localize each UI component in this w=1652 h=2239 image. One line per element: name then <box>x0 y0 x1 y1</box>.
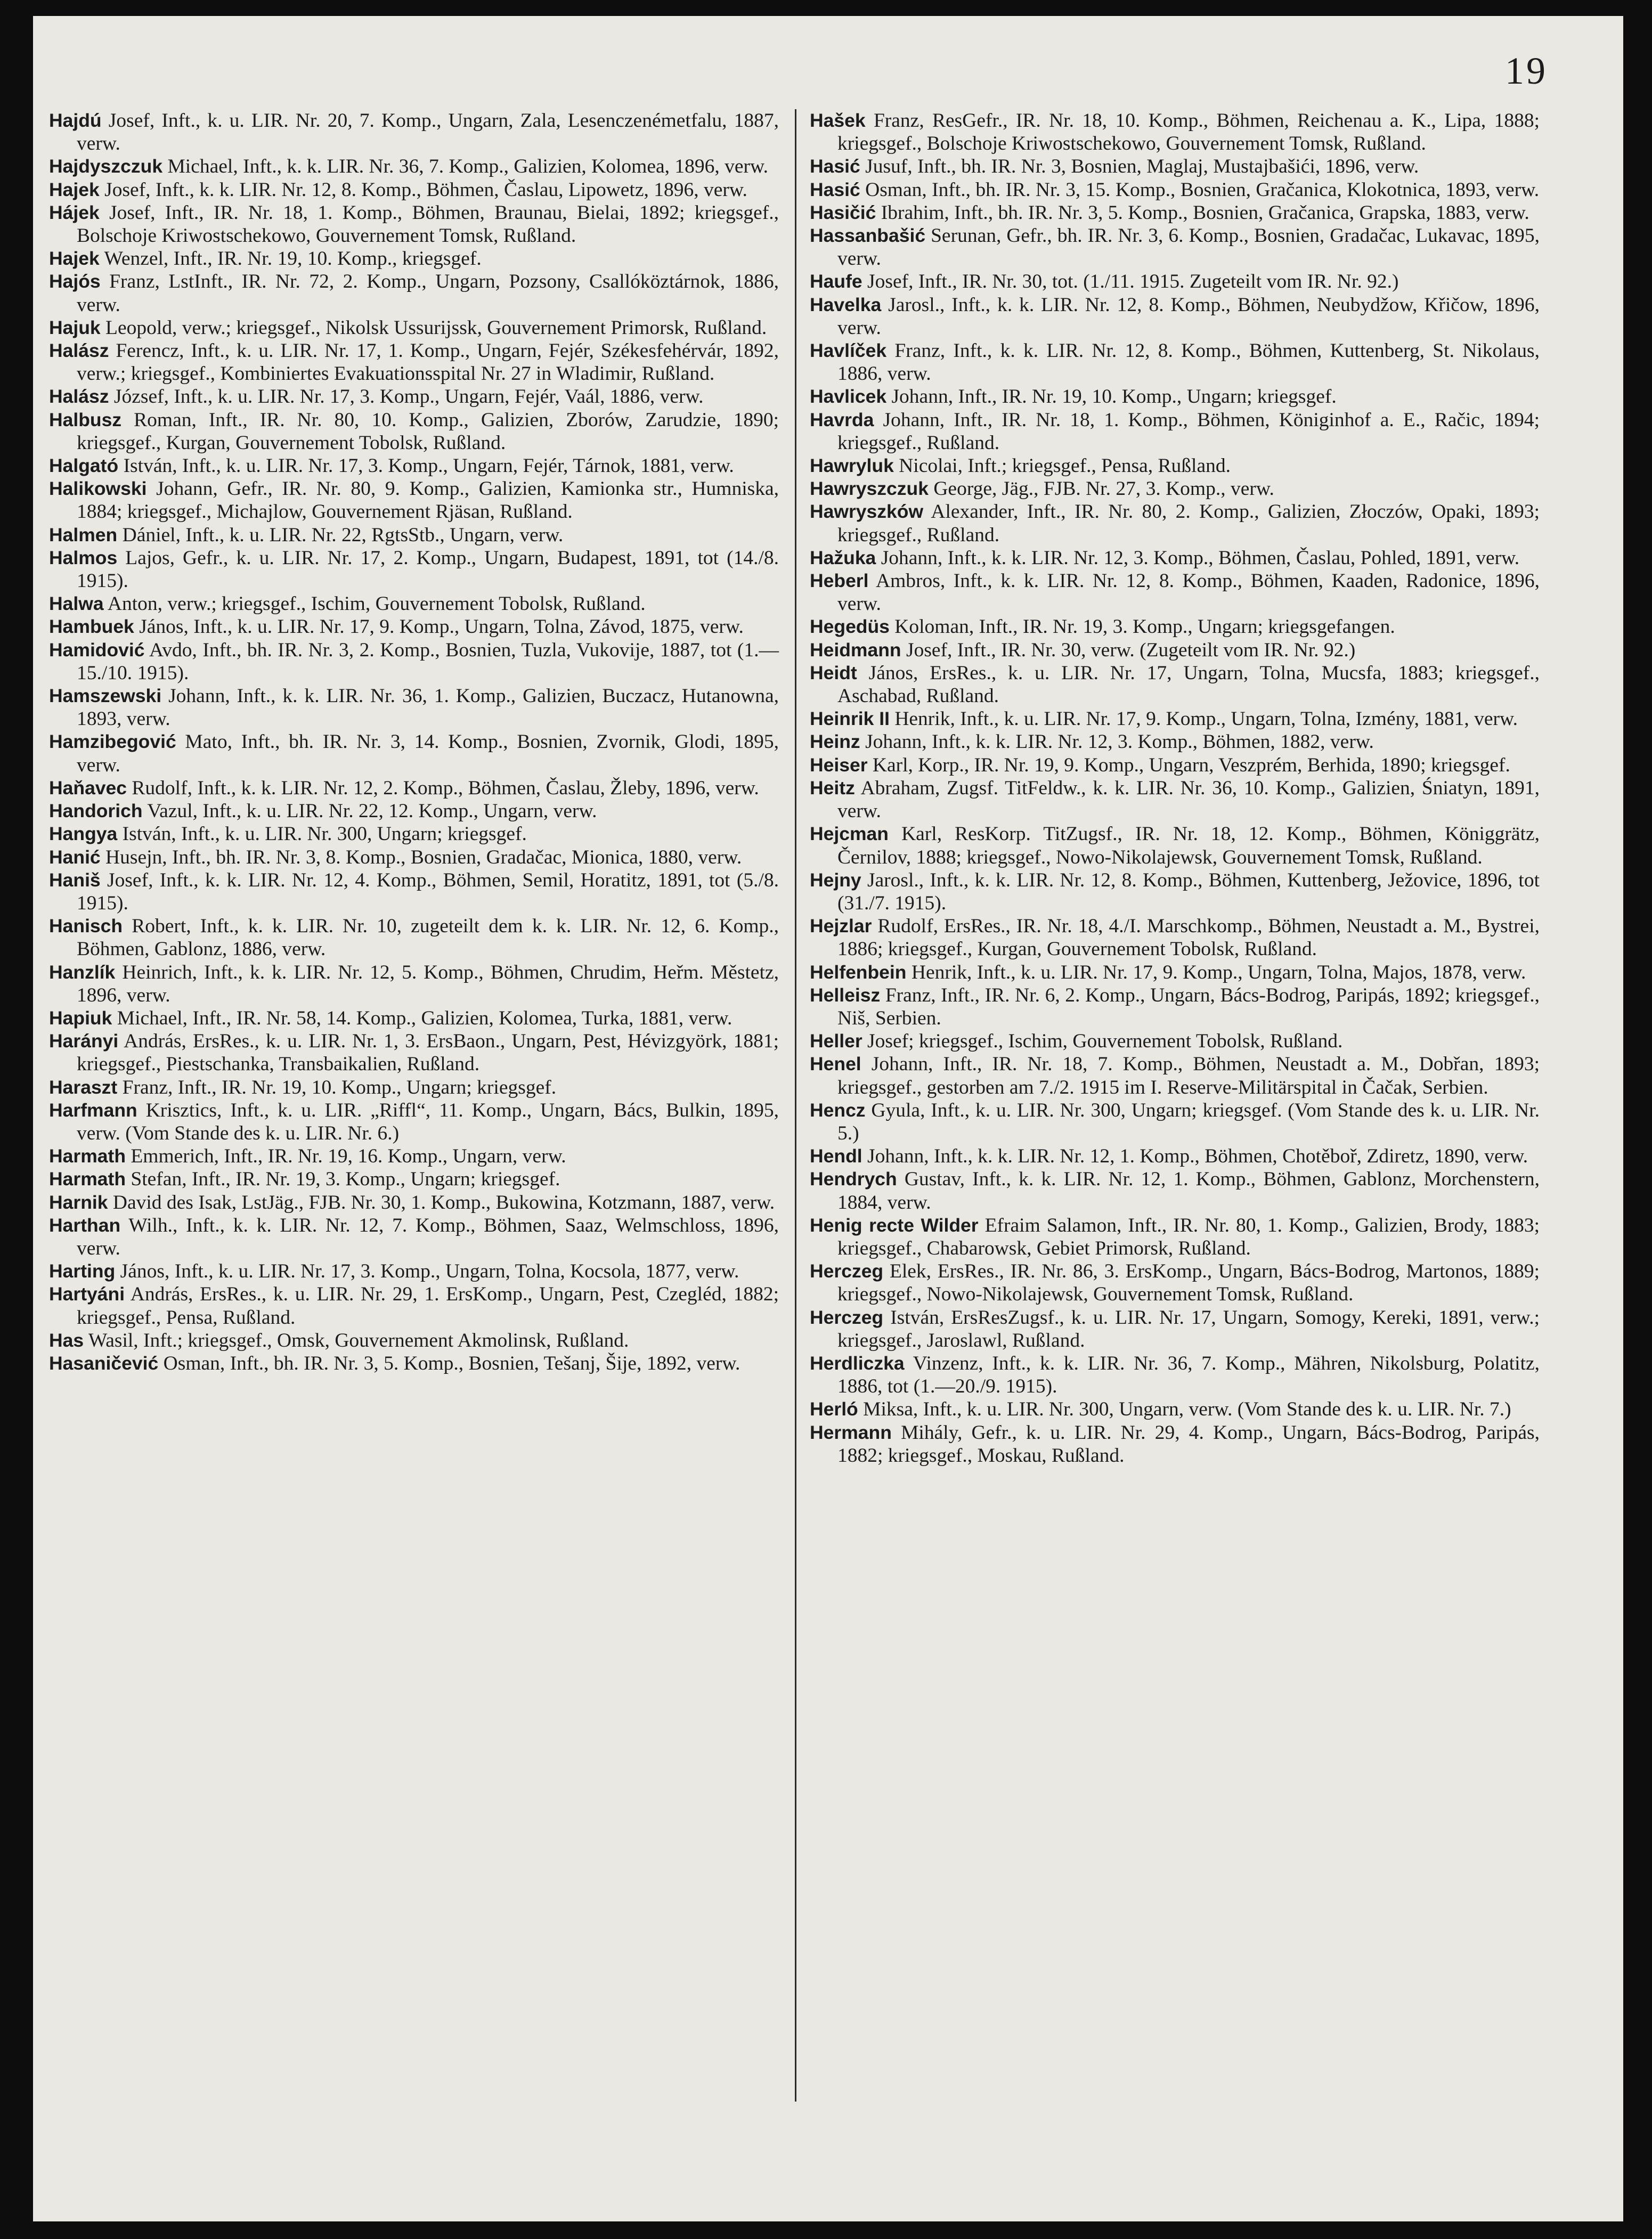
entry-surname: Haufe <box>810 271 862 292</box>
register-entry <box>810 1145 1540 1168</box>
entry-surname: Halgató <box>49 455 119 477</box>
register-entry <box>49 109 779 155</box>
entry-surname: Heitz <box>810 777 855 799</box>
entry-details: Henrik, Inft., k. u. LIR. Nr. 17, 9. Komp., Ungarn, Tolna, Izmény, 1881, verw. <box>894 708 1518 730</box>
entry-details: Lajos, Gefr., k. u. LIR. Nr. 17, 2. Komp., Ungarn, Budapest, 1891, tot (14./8. 1915). <box>77 547 779 592</box>
entry-details: Franz, Inft., IR. Nr. 19, 10. Komp., Ungarn; kriegsgef. <box>122 1076 557 1098</box>
register-entry <box>810 984 1540 1030</box>
entry-surname: Helleisz <box>810 984 881 1006</box>
entry-details: Nicolai, Inft.; kriegsgef., Pensa, Rußland. <box>899 455 1231 477</box>
entry-surname: Havlicek <box>810 386 887 408</box>
entry-surname: Havlíček <box>810 340 887 362</box>
register-entry <box>49 247 779 270</box>
entry-surname: Halbusz <box>49 409 122 430</box>
register-entry <box>49 961 779 1007</box>
register-entry <box>810 409 1540 454</box>
entry-surname: Hajek <box>49 248 100 270</box>
entry-details: Henrik, Inft., k. u. LIR. Nr. 17, 9. Komp., Ungarn, Tolna, Majos, 1878, verw. <box>911 961 1526 983</box>
register-entry <box>810 201 1540 224</box>
entry-details: Johann, Inft., IR. Nr. 18, 1. Komp., Böhmen, Königinhof a. E., Račic, 1894; kriegsgef., Rußland. <box>837 409 1540 454</box>
entry-surname: Hasić <box>810 178 860 200</box>
entry-surname: Halász <box>49 386 109 408</box>
register-entry <box>810 224 1540 270</box>
entry-details: Wenzel, Inft., IR. Nr. 19, 10. Komp., kriegsgef. <box>104 248 482 270</box>
register-entry <box>810 639 1540 662</box>
register-entry <box>49 385 779 408</box>
register-entry <box>810 1421 1540 1467</box>
entry-details: János, Inft., k. u. LIR. Nr. 17, 9. Komp., Ungarn, Tolna, Závod, 1875, verw. <box>139 616 744 638</box>
column-divider <box>795 109 796 2102</box>
entry-surname: Handorich <box>49 800 143 822</box>
entry-details: István, Inft., k. u. LIR. Nr. 17, 3. Komp., Ungarn, Fejér, Tárnok, 1881, verw. <box>123 455 734 477</box>
register-entry <box>49 178 779 201</box>
entry-details: Josef, Inft., k. u. LIR. Nr. 20, 7. Komp., Ungarn, Zala, Lesenczenémetfalu, 1887, verw. <box>77 110 779 155</box>
entry-details: Alexander, Inft., IR. Nr. 80, 2. Komp., Galizien, Złoczów, Opaki, 1893; kriegsgef., Rußland. <box>837 501 1540 546</box>
entry-surname: Hažuka <box>810 547 876 568</box>
register-entry <box>49 800 779 823</box>
register-entry <box>810 777 1540 823</box>
entry-details: István, ErsResZugsf., k. u. LIR. Nr. 17, Ungarn, Somogy, Kereki, 1891, verw.; kriegsgef., Jaroslawl, Rußland. <box>837 1306 1540 1351</box>
register-entry <box>49 777 779 800</box>
entry-surname: Hangya <box>49 823 118 845</box>
entry-surname: Havelka <box>810 294 882 315</box>
entry-surname: Hencz <box>810 1099 866 1121</box>
entry-details: Mato, Inft., bh. IR. Nr. 3, 14. Komp., Bosnien, Zvornik, Glodi, 1895, verw. <box>77 731 779 776</box>
register-entry <box>49 685 779 730</box>
entry-details: Johann, Inft., k. k. LIR. Nr. 12, 3. Komp., Böhmen, Časlau, Pohled, 1891, verw. <box>881 547 1520 569</box>
register-entry <box>810 823 1540 868</box>
register-entry <box>49 524 779 547</box>
register-entry <box>49 1145 779 1168</box>
entry-surname: Halwa <box>49 593 104 615</box>
register-entry <box>49 1007 779 1030</box>
entry-details: Johann, Inft., k. k. LIR. Nr. 12, 3. Komp., Böhmen, 1882, verw. <box>865 731 1374 753</box>
register-entry <box>810 730 1540 753</box>
entry-surname: Heller <box>810 1030 862 1052</box>
entry-details: David des Isak, LstJäg., FJB. Nr. 30, 1. Komp., Bukowina, Kotzmann, 1887, verw. <box>112 1191 775 1214</box>
entry-surname: Hajdyszczuk <box>49 156 163 177</box>
register-entry <box>810 754 1540 777</box>
register-entry <box>810 155 1540 178</box>
entry-surname: Helfenbein <box>810 961 907 983</box>
entry-details: Michael, Inft., k. k. LIR. Nr. 36, 7. Komp., Galizien, Kolomea, 1896, verw. <box>167 156 769 178</box>
entry-details: Johann, Inft., IR. Nr. 18, 7. Komp., Böhmen, Neustadt a. M., Dobřan, 1893; kriegsgef., gestorben am 7./2. 1915 im I. Reserve-Militärspital in Čačak, Serbien. <box>837 1053 1540 1098</box>
entry-details: Franz, Inft., IR. Nr. 6, 2. Komp., Ungarn, Bács-Bodrog, Paripás, 1892; kriegsgef., Niš, Serbien. <box>837 984 1540 1029</box>
register-entry <box>810 178 1540 201</box>
entry-surname: Havrda <box>810 409 874 430</box>
entry-surname: Hasaničević <box>49 1352 159 1374</box>
entry-surname: Halász <box>49 340 109 362</box>
entry-details: Josef, Inft., IR. Nr. 30, verw. (Zugeteilt vom IR. Nr. 92.) <box>906 639 1356 661</box>
register-entry <box>810 477 1540 500</box>
register-entry <box>49 339 779 385</box>
register-entry <box>49 1329 779 1352</box>
entry-surname: Herczeg <box>810 1306 884 1328</box>
entry-details: Osman, Inft., bh. IR. Nr. 3, 15. Komp., Bosnien, Gračanica, Klokotnica, 1893, verw. <box>865 178 1540 201</box>
register-entry <box>810 270 1540 293</box>
entry-details: Johann, Inft., k. k. LIR. Nr. 12, 1. Komp., Böhmen, Chotěboř, Zdiretz, 1890, verw. <box>867 1145 1528 1168</box>
entry-details: Osman, Inft., bh. IR. Nr. 3, 5. Komp., Bosnien, Tešanj, Šije, 1892, verw. <box>163 1352 740 1374</box>
register-entry <box>810 1030 1540 1053</box>
register-entry <box>810 869 1540 915</box>
register-entry <box>49 615 779 638</box>
register-entry <box>810 961 1540 984</box>
register-entry <box>810 569 1540 615</box>
entry-details: Heinrich, Inft., k. k. LIR. Nr. 12, 5. Komp., Böhmen, Chrudim, Heřm. Městetz, 1896, verw. <box>77 961 779 1006</box>
entry-surname: Hamidović <box>49 639 145 661</box>
entry-surname: Heidmann <box>810 639 901 661</box>
entry-details: Johann, Gefr., IR. Nr. 80, 9. Komp., Galizien, Kamionka str., Humniska, 1884; kriegsgef., Michajlow, Gouvernement Rjäsan, Rußland. <box>77 478 779 523</box>
register-entry <box>810 1168 1540 1214</box>
entry-surname: Herdliczka <box>810 1352 905 1374</box>
entry-details: Serunan, Gefr., bh. IR. Nr. 3, 6. Komp., Bosnien, Gradačac, Lukavac, 1895, verw. <box>837 225 1540 270</box>
entry-details: Vinzenz, Inft., k. k. LIR. Nr. 36, 7. Komp., Mähren, Nikolsburg, Polatitz, 1886, tot (1.—20./9. 1915). <box>837 1352 1540 1398</box>
entry-details: Leopold, verw.; kriegsgef., Nikolsk Ussurijssk, Gouvernement Primorsk, Rußland. <box>105 316 767 339</box>
entry-surname: Halmen <box>49 524 118 545</box>
entry-surname: Hawryluk <box>810 455 894 477</box>
entry-surname: Hanić <box>49 846 101 868</box>
entry-surname: Heberl <box>810 570 869 592</box>
entry-surname: Hawryszczuk <box>810 478 929 500</box>
entry-details: Michael, Inft., IR. Nr. 58, 14. Komp., Galizien, Kolomea, Turka, 1881, verw. <box>117 1007 733 1029</box>
entry-details: George, Jäg., FJB. Nr. 27, 3. Komp., verw. <box>933 478 1274 500</box>
entry-surname: Hermann <box>810 1421 892 1443</box>
entry-surname: Hašek <box>810 110 866 131</box>
entry-surname: Haniš <box>49 869 101 891</box>
entry-surname: Has <box>49 1329 84 1351</box>
register-entry <box>49 477 779 523</box>
entry-details: Dániel, Inft., k. u. LIR. Nr. 22, RgtsStb., Ungarn, verw. <box>122 524 564 546</box>
right-column <box>810 109 1540 1467</box>
register-entry <box>810 294 1540 339</box>
entry-surname: Hejcman <box>810 823 889 845</box>
register-entry <box>810 1214 1540 1260</box>
entry-surname: Henel <box>810 1053 861 1075</box>
register-entry <box>49 409 779 454</box>
register-entry <box>49 1099 779 1145</box>
left-column <box>49 109 779 1375</box>
register-entry <box>810 109 1540 155</box>
entry-surname: Halmos <box>49 547 118 568</box>
entry-surname: Hamszewski <box>49 685 162 707</box>
entry-details: Rudolf, ErsRes., IR. Nr. 18, 4./I. Marschkomp., Böhmen, Neustadt a. M., Bystrei, 1886; kriegsgef., Kurgan, Gouvernement Tobolsk, Rußland. <box>837 915 1540 960</box>
entry-details: Ibrahim, Inft., bh. IR. Nr. 3, 5. Komp., Bosnien, Gračanica, Grapska, 1883, verw. <box>881 201 1529 224</box>
entry-surname: Hartyáni <box>49 1283 125 1305</box>
entry-details: Efraim Salamon, Inft., IR. Nr. 80, 1. Komp., Galizien, Brody, 1883; kriegsgef., Chabarowsk, Gebiet Primorsk, Rußland. <box>837 1214 1540 1259</box>
register-entry <box>49 454 779 477</box>
register-entry <box>810 339 1540 385</box>
register-entry <box>810 385 1540 408</box>
entry-details: Josef; kriegsgef., Ischim, Gouvernement Tobolsk, Rußland. <box>867 1030 1343 1053</box>
register-entry <box>49 730 779 776</box>
entry-details: Koloman, Inft., IR. Nr. 19, 3. Komp., Ungarn; kriegsgefangen. <box>894 616 1395 638</box>
entry-details: Josef, Inft., IR. Nr. 30, tot. (1./11. 1915. Zugeteilt vom IR. Nr. 92.) <box>867 271 1399 293</box>
register-entry <box>810 1099 1540 1145</box>
entry-surname: Hambuek <box>49 616 134 638</box>
register-entry <box>49 592 779 615</box>
entry-surname: Hendl <box>810 1145 862 1167</box>
entry-details: Mihály, Gefr., k. u. LIR. Nr. 29, 4. Komp., Ungarn, Bács-Bodrog, Paripás, 1882; kriegsgef., Moskau, Rußland. <box>837 1421 1540 1467</box>
register-entry <box>810 500 1540 546</box>
document-page <box>33 16 1623 2221</box>
entry-surname: Hejny <box>810 869 861 891</box>
entry-details: Elek, ErsRes., IR. Nr. 86, 3. ErsKomp., Ungarn, Bács-Bodrog, Martonos, 1889; kriegsgef., Nowo-Nikolajewsk, Gouvernement Tomsk, Rußland. <box>837 1260 1540 1306</box>
entry-surname: Hajós <box>49 271 101 292</box>
entry-details: Jarosl., Inft., k. k. LIR. Nr. 12, 8. Komp., Böhmen, Neubydžow, Křičow, 1896, verw. <box>837 294 1540 339</box>
register-entry <box>49 1352 779 1375</box>
entry-details: János, ErsRes., k. u. LIR. Nr. 17, Ungarn, Tolna, Mucsfa, 1883; kriegsgef., Aschabad, Rußland. <box>837 662 1540 707</box>
register-entry <box>49 201 779 247</box>
entry-surname: Hassanbašić <box>810 225 926 247</box>
register-entry <box>810 1352 1540 1398</box>
entry-details: Anton, verw.; kriegsgef., Ischim, Gouvernement Tobolsk, Rußland. <box>107 593 646 615</box>
register-entry <box>49 155 779 178</box>
entry-surname: Heinrik II <box>810 708 890 730</box>
entry-surname: Hanzlík <box>49 961 116 983</box>
entry-details: Avdo, Inft., bh. IR. Nr. 3, 2. Komp., Bosnien, Tuzla, Vukovije, 1887, tot (1.—15./10. 1915). <box>77 639 779 684</box>
entry-surname: Hapiuk <box>49 1007 112 1029</box>
entry-details: Gyula, Inft., k. u. LIR. Nr. 300, Ungarn; kriegsgef. (Vom Stande des k. u. LIR. Nr. 5.) <box>837 1099 1540 1144</box>
register-entry <box>49 1214 779 1260</box>
entry-details: Karl, ResKorp. TitZugsf., IR. Nr. 18, 12. Komp., Böhmen, Königgrätz, Černilov, 1888; kriegsgef., Nowo-Nikolajewsk, Gouvernement Tomsk, Rußland. <box>837 823 1540 868</box>
register-entry <box>49 823 779 845</box>
entry-details: Karl, Korp., IR. Nr. 19, 9. Komp., Ungarn, Veszprém, Berhida, 1890; kriegsgef. <box>872 754 1510 776</box>
entry-surname: Heiser <box>810 754 868 776</box>
entry-details: Miksa, Inft., k. u. LIR. Nr. 300, Ungarn, verw. (Vom Stande des k. u. LIR. Nr. 7.) <box>863 1398 1511 1421</box>
entry-surname: Haňavec <box>49 777 127 799</box>
entry-details: Jarosl., Inft., k. k. LIR. Nr. 12, 8. Komp., Böhmen, Kuttenberg, Ježovice, 1896, tot (31./7. 1915). <box>837 869 1540 914</box>
register-entry <box>49 639 779 685</box>
entry-details: Krisztics, Inft., k. u. LIR. „Riffl“, 11. Komp., Ungarn, Bács, Bulkin, 1895, verw. (Vom Stande des k. u. LIR. Nr. 6.) <box>77 1099 779 1144</box>
entry-details: Johann, Inft., IR. Nr. 19, 10. Komp., Ungarn; kriegsgef. <box>891 386 1337 408</box>
entry-details: Husejn, Inft., bh. IR. Nr. 3, 8. Komp., Bosnien, Gradačac, Mionica, 1880, verw. <box>105 846 742 868</box>
entry-surname: Harthan <box>49 1214 121 1236</box>
entry-surname: Heidt <box>810 662 857 683</box>
register-entry <box>810 1306 1540 1352</box>
entry-surname: Hejzlar <box>810 915 872 937</box>
register-entry <box>49 869 779 915</box>
register-entry <box>810 547 1540 569</box>
register-entry <box>49 1191 779 1214</box>
register-entry <box>810 454 1540 477</box>
register-entry <box>810 1053 1540 1098</box>
register-entry <box>810 615 1540 638</box>
register-entry <box>49 270 779 316</box>
register-entry <box>49 1283 779 1329</box>
entry-details: Vazul, Inft., k. u. LIR. Nr. 22, 12. Komp., Ungarn, verw. <box>147 800 597 823</box>
entry-surname: Hegedüs <box>810 616 890 638</box>
register-entry <box>810 915 1540 960</box>
entry-details: Robert, Inft., k. k. LIR. Nr. 10, zugeteilt dem k. k. LIR. Nr. 12, 6. Komp., Böhmen, Gablonz, 1886, verw. <box>77 915 779 960</box>
register-entry <box>49 1030 779 1076</box>
register-entry <box>810 707 1540 730</box>
entry-details: András, ErsRes., k. u. LIR. Nr. 29, 1. ErsKomp., Ungarn, Pest, Czegléd, 1882; kriegsgef., Pensa, Rußland. <box>77 1283 779 1329</box>
entry-surname: Harmath <box>49 1145 126 1167</box>
entry-details: Gustav, Inft., k. k. LIR. Nr. 12, 1. Komp., Böhmen, Gablonz, Morchenstern, 1884, verw. <box>837 1168 1540 1214</box>
entry-surname: Hawryszków <box>810 501 924 523</box>
entry-surname: Hajuk <box>49 316 101 338</box>
entry-surname: Hendrych <box>810 1168 897 1190</box>
entry-details: József, Inft., k. u. LIR. Nr. 17, 3. Komp., Ungarn, Fejér, Vaál, 1886, verw. <box>113 386 704 408</box>
register-entry <box>49 1168 779 1191</box>
entry-details: Roman, Inft., IR. Nr. 80, 10. Komp., Galizien, Zborów, Zarudzie, 1890; kriegsgef., Kurgan, Gouvernement Tobolsk, Rußland. <box>77 409 779 454</box>
register-entry <box>810 1260 1540 1306</box>
entry-surname: Halikowski <box>49 478 147 500</box>
entry-surname: Harnik <box>49 1191 108 1213</box>
entry-details: Wilh., Inft., k. k. LIR. Nr. 12, 7. Komp., Böhmen, Saaz, Welmschloss, 1896, verw. <box>77 1214 779 1259</box>
entry-surname: Hajek <box>49 178 100 200</box>
entry-surname: Harfmann <box>49 1099 137 1121</box>
entry-details: János, Inft., k. u. LIR. Nr. 17, 3. Komp., Ungarn, Tolna, Kocsola, 1877, verw. <box>120 1260 739 1283</box>
entry-surname: Heinz <box>810 731 860 753</box>
entry-details: Franz, LstInft., IR. Nr. 72, 2. Komp., Ungarn, Pozsony, Csallóköztárnok, 1886, verw. <box>77 271 779 316</box>
entry-details: István, Inft., k. u. LIR. Nr. 300, Ungarn; kriegsgef. <box>122 823 527 845</box>
entry-details: Emmerich, Inft., IR. Nr. 19, 16. Komp., Ungarn, verw. <box>131 1145 566 1168</box>
entry-surname: Harmath <box>49 1168 126 1190</box>
entry-details: Franz, Inft., k. k. LIR. Nr. 12, 8. Komp., Böhmen, Kuttenberg, St. Nikolaus, 1886, verw. <box>837 340 1540 385</box>
entry-surname: Herczeg <box>810 1260 884 1282</box>
entry-details: Jusuf, Inft., bh. IR. Nr. 3, Bosnien, Maglaj, Mustajbašići, 1896, verw. <box>865 156 1419 178</box>
entry-surname: Hájek <box>49 201 100 223</box>
register-entry <box>49 915 779 960</box>
entry-details: András, ErsRes., k. u. LIR. Nr. 1, 3. ErsBaon., Ungarn, Pest, Hévizgyörk, 1881; kriegsgef., Piestschanka, Transbaikalien, Rußland. <box>77 1030 779 1076</box>
entry-details: Rudolf, Inft., k. k. LIR. Nr. 12, 2. Komp., Böhmen, Časlau, Žleby, 1896, verw. <box>132 777 759 799</box>
register-entry <box>810 662 1540 707</box>
entry-surname: Herló <box>810 1398 858 1420</box>
entry-details: Ferencz, Inft., k. u. LIR. Nr. 17, 1. Komp., Ungarn, Fejér, Székesfehérvár, 1892, verw.; kriegsgef., Kombiniertes Evakuationsspital Nr. 27 in Wladimir, Rußland. <box>77 340 779 385</box>
entry-surname: Haraszt <box>49 1076 118 1098</box>
entry-details: Johann, Inft., k. k. LIR. Nr. 36, 1. Komp., Galizien, Buczacz, Hutanowna, 1893, verw. <box>77 685 779 730</box>
page-number: 19 <box>1505 50 1548 92</box>
register-entry <box>49 1076 779 1099</box>
entry-details: Franz, ResGefr., IR. Nr. 18, 10. Komp., Böhmen, Reichenau a. K., Lipa, 1888; kriegsgef., Bolschoje Kriwostschekowo, Gouvernement Tomsk, Rußland. <box>837 110 1540 155</box>
entry-surname: Hasičić <box>810 201 876 223</box>
entry-details: Josef, Inft., IR. Nr. 18, 1. Komp., Böhmen, Braunau, Bielai, 1892; kriegsgef., Bolschoje Kriwostschekowo, Gouvernement Tomsk, Rußland. <box>77 201 779 247</box>
entry-surname: Henig recte Wilder <box>810 1214 979 1236</box>
entry-details: Stefan, Inft., IR. Nr. 19, 3. Komp., Ungarn; kriegsgef. <box>131 1168 560 1191</box>
entry-details: Wasil, Inft.; kriegsgef., Omsk, Gouvernement Akmolinsk, Rußland. <box>88 1329 629 1351</box>
entry-surname: Hajdú <box>49 110 102 131</box>
register-entry <box>49 1260 779 1283</box>
entry-details: Ambros, Inft., k. k. LIR. Nr. 12, 8. Komp., Böhmen, Kaaden, Radonice, 1896, verw. <box>837 570 1540 615</box>
entry-surname: Harting <box>49 1260 116 1282</box>
register-entry <box>810 1398 1540 1421</box>
entry-details: Josef, Inft., k. k. LIR. Nr. 12, 8. Komp., Böhmen, Časlau, Lipowetz, 1896, verw. <box>104 178 747 201</box>
entry-details: Josef, Inft., k. k. LIR. Nr. 12, 4. Komp., Böhmen, Semil, Horatitz, 1891, tot (5./8. 1915). <box>77 869 779 914</box>
register-entry <box>49 547 779 592</box>
entry-surname: Hasić <box>810 156 860 177</box>
entry-surname: Hamzibegović <box>49 731 176 753</box>
register-entry <box>49 846 779 869</box>
entry-details: Abraham, Zugsf. TitFeldw., k. k. LIR. Nr. 36, 10. Komp., Galizien, Śniatyn, 1891, verw. <box>837 777 1540 823</box>
entry-surname: Harányi <box>49 1030 119 1052</box>
register-entry <box>49 316 779 339</box>
entry-surname: Hanisch <box>49 915 123 937</box>
